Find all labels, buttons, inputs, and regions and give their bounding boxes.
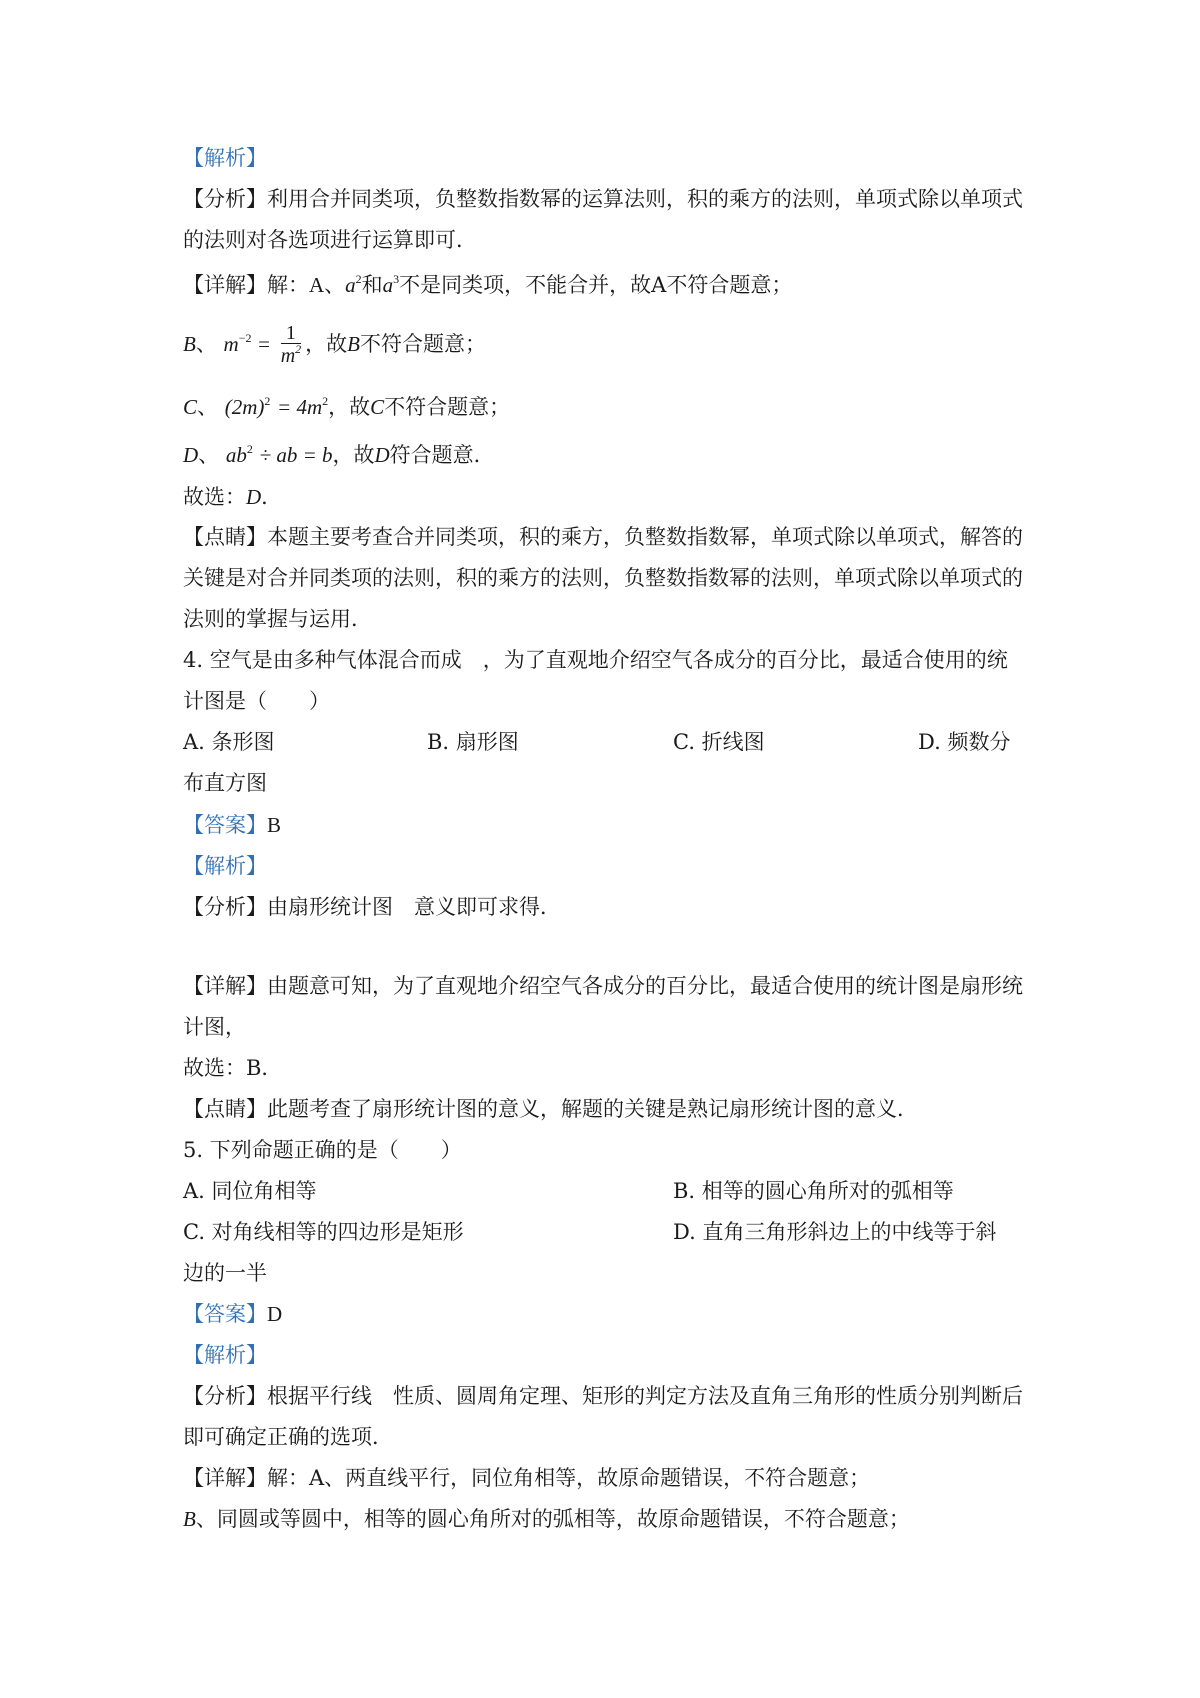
q4-jiexi-label: 【解析】 [183,854,267,878]
q3-b-text-1: ，故 [305,332,348,356]
q3-dianjing-line-1: 【点睛】本题主要考查合并同类项，积的乘方，负整数指数幂，单项式除以单项式，解答的 [183,525,1023,549]
q4-dianjing: 【点睛】此题考查了扇形统计图的意义，解题的关键是熟记扇形统计图的意义． [183,1097,918,1121]
q3-c-sep: 、 [197,395,219,419]
q3-detail-a-var2: a [382,273,394,297]
q3-detail-d [183,440,495,470]
q5-option-b: B. 相等的圆心角所对的弧相等 [673,1179,954,1203]
q3-detail-a-text: 不是同类项，不能合并，故A不符合题意； [399,273,793,297]
q3-d-sep: 、 [198,443,220,467]
q3-b-fraction [281,323,301,368]
q3-choose-letter: D [246,485,262,509]
q3-detail-b [183,322,486,368]
q5-detail-b-label: B [183,1507,196,1531]
q3-b-sep: 、 [195,332,217,356]
q3-d-label: D [183,443,199,467]
q3-c-text-1: ，故 [328,395,371,419]
q5-detail-b-text: 、同圆或等圆中，相等的圆心角所对的弧相等，故原命题错误，不符合题意； [195,1507,910,1531]
q5-stem: 5. 下列命题正确的是（ ） [183,1138,462,1162]
q3-c-lhs-exp: 2 [264,394,271,408]
q3-b-exp: −2 [238,331,252,345]
q3-dianjing-line-3: 法则的掌握与运用． [183,607,372,631]
q3-b-den-base: m [280,345,296,367]
q3-c-text-letter: C [370,395,385,419]
q4-answer-value: B [267,813,282,837]
q5-answer [183,1299,282,1329]
q5-fenxi-line-1: 【分析】根据平行线 性质、圆周角定理、矩形的判定方法及直角三角形的性质分别判断后 [183,1384,1023,1408]
q3-detail-a-sep: 、 [324,273,346,297]
q3-fenxi-line-1: 【分析】利用合并同类项，负整数指数幂的运算法则，积的乘方的法则，单项式除以单项式 [183,187,1023,211]
q3-d-expr2: ÷ ab = b [259,443,333,467]
q3-b-numerator: 1 [281,323,301,344]
q5-fenxi-line-2: 即可确定正确的选项． [183,1425,393,1449]
q3-jiexi-label: 【解析】 [183,146,267,170]
q3-d-text-1: ，故 [332,443,375,467]
q4-option-a: A. 条形图 [183,730,275,754]
q4-choose: 故选：B． [183,1056,283,1080]
q3-c-rhs-exp: 2 [322,394,329,408]
q3-b-den-exp: 2 [295,342,302,356]
q4-answer-label: 【答案】 [183,813,267,837]
q4-stem-line-2: 计图是（ ） [183,689,330,713]
q5-answer-label: 【答案】 [183,1302,267,1326]
q5-detail-b [183,1504,910,1534]
q3-c-lhs: (2m) [224,395,265,419]
q3-b-label: B [183,332,196,356]
q4-option-c: C. 折线图 [673,730,765,754]
q3-choose-prefix: 故选： [183,485,246,509]
q5-option-c: C. 对角线相等的四边形是矩形 [183,1220,464,1244]
q3-d-expr1: ab [225,443,247,467]
q5-jiexi-label: 【解析】 [183,1343,267,1367]
q3-detail-a-exp1: 2 [355,272,362,286]
q3-detail-a-exp2: 3 [393,272,400,286]
q4-detail-line-1: 【详解】由题意可知，为了直观地介绍空气各成分的百分比，最适合使用的统计图是扇形统 [183,974,1023,998]
q4-stem-line-1: 4. 空气是由多种气体混合而成 ，为了直观地介绍空气各成分的百分比，最适合使用的统 [183,648,1008,672]
q4-answer [183,810,281,840]
q3-b-text-2: 不符合题意； [359,332,486,356]
q5-answer-value: D [267,1302,283,1326]
q3-detail-a-var1: a [345,273,356,297]
q4-detail-line-2: 计图， [183,1015,246,1039]
q3-b-denominator [281,344,301,368]
q3-detail-c [183,392,510,422]
q3-c-label: C [183,395,198,419]
q4-fenxi: 【分析】由扇形统计图 意义即可求得． [183,895,561,919]
q5-option-d-cont: 边的一半 [183,1261,267,1285]
q4-option-b: B. 扇形图 [427,730,519,754]
q5-option-d: D. 直角三角形斜边上的中线等于斜 [673,1220,997,1244]
q5-option-a: A. 同位角相等 [183,1179,317,1203]
q3-b-base: m [223,332,239,356]
q3-fenxi-line-2: 的法则对各选项进行运算即可． [183,228,477,252]
q3-detail-a-and: 和 [361,273,383,297]
q3-d-exp: 2 [246,442,253,456]
q5-detail-a: 【详解】解：A、两直线平行，同位角相等，故原命题错误，不符合题意； [183,1466,871,1490]
q3-c-text-2: 不符合题意； [384,395,511,419]
q3-choose [183,482,282,512]
q3-d-text-letter: D [374,443,390,467]
q3-detail-a-label: A [309,273,325,297]
q3-choose-suffix: ． [261,485,283,509]
q3-dianjing-line-2: 关键是对合并同类项的法则，积的乘方的法则，负整数指数幂的法则，单项式除以单项式的 [183,566,1023,590]
q3-d-text-2: 符合题意． [389,443,495,467]
q4-option-d: D. 频数分 [918,730,1011,754]
q3-detail-prefix: 【详解】解： [183,273,309,297]
q3-b-text-letter: B [347,332,360,356]
q3-detail-a [183,270,792,300]
q3-b-eq: = [258,332,270,356]
q4-option-d-cont: 布直方图 [183,771,267,795]
q3-c-rhs: = 4m [277,395,323,419]
